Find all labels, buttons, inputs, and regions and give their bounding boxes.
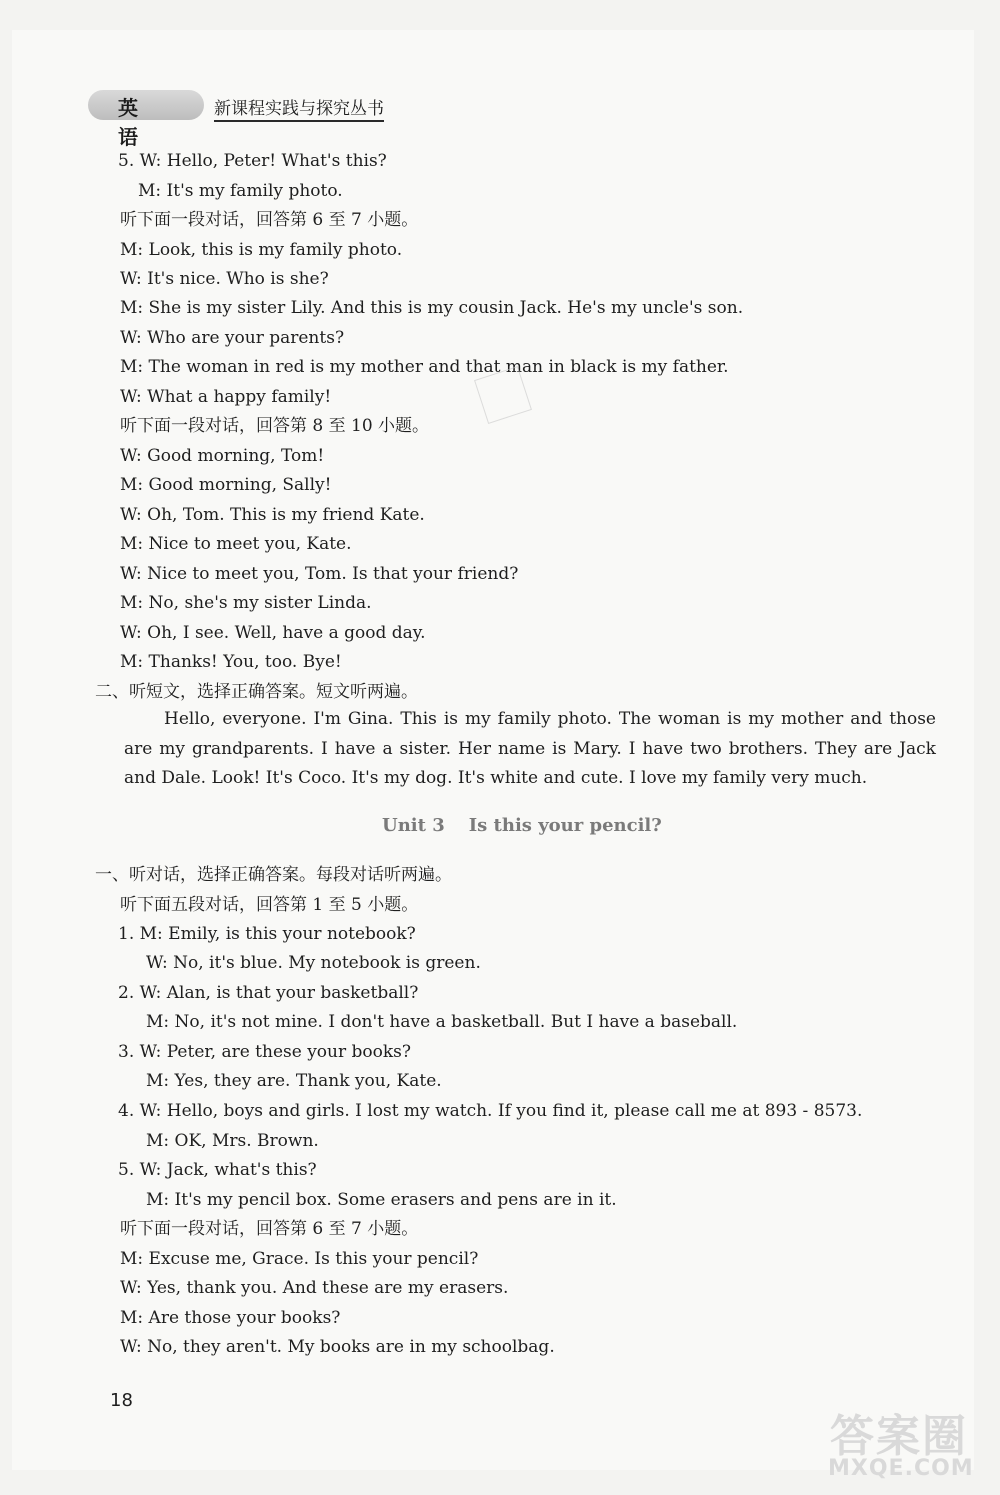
series-title: 新课程实践与探究丛书 [214,94,384,122]
dialogue-line: M: No, she's my sister Linda. [120,593,372,613]
dialogue-line: W: No, it's blue. My notebook is green. [146,953,481,973]
dialogue-line: M: It's my pencil box. Some erasers and pens are in it. [146,1190,617,1210]
dialogue-line: 5. W: Jack, what's this? [118,1160,317,1180]
dialogue-line: W: What a happy family! [120,387,332,407]
dialogue-line: W: Oh, I see. Well, have a good day. [120,623,426,643]
section-heading: 二、听短文，选择正确答案。短文听两遍。 [95,682,418,702]
dialogue-line: 2. W: Alan, is that your basketball? [118,983,419,1003]
instruction-line: 听下面一段对话，回答第 6 至 7 小题。 [120,1219,419,1239]
dialogue-line: W: Oh, Tom. This is my friend Kate. [120,505,425,525]
dialogue-line: M: Are those your books? [120,1308,341,1328]
watermark-text: 答案圈 [830,1411,968,1462]
dialogue-line: W: It's nice. Who is she? [120,269,329,289]
dialogue-line: M: No, it's not mine. I don't have a basketball. But I have a baseball. [146,1012,738,1032]
dialogue-line: M: Nice to meet you, Kate. [120,534,352,554]
dialogue-line: W: No, they aren't. My books are in my schoolbag. [120,1337,555,1357]
dialogue-line: 1. M: Emily, is this your notebook? [118,924,416,944]
dialogue-line: 5. W: Hello, Peter! What's this? [118,151,387,171]
dialogue-line: M: Yes, they are. Thank you, Kate. [146,1071,442,1091]
dialogue-line: W: Who are your parents? [120,328,345,348]
unit-name: Is this your pencil? [468,815,662,836]
subject-pill [88,90,204,120]
dialogue-line: M: Thanks! You, too. Bye! [120,652,342,672]
dialogue-line: M: Excuse me, Grace. Is this your pencil? [120,1249,479,1269]
instruction-line: 听下面五段对话，回答第 1 至 5 小题。 [120,895,419,915]
dialogue-line: M: It's my family photo. [138,181,343,201]
instruction-line: 听下面一段对话，回答第 8 至 10 小题。 [120,416,430,436]
watermark-url: MXQE.COM [828,1456,974,1481]
section-heading: 一、听对话，选择正确答案。每段对话听两遍。 [95,865,452,885]
dialogue-line: 4. W: Hello, boys and girls. I lost my watch. If you find it, please call me at 893 - 8573. [118,1101,863,1121]
unit-number: Unit 3 [382,815,445,836]
watermark-logo [820,1400,995,1490]
dialogue-line: W: Good morning, Tom! [120,446,325,466]
dialogue-line: W: Nice to meet you, Tom. Is that your friend? [120,564,519,584]
dialogue-line: 3. W: Peter, are these your books? [118,1042,412,1062]
instruction-line: 听下面一段对话，回答第 6 至 7 小题。 [120,210,419,230]
dialogue-line: M: She is my sister Lily. And this is my cousin Jack. He's my uncle's son. [120,298,744,318]
dialogue-line: M: OK, Mrs. Brown. [146,1131,319,1151]
unit-title [382,815,662,836]
listening-passage: Hello, everyone. I'm Gina. This is my family photo. The woman is my mother and those are my grandparents. I have a sister. Her name is Mary. I have two brothers. They are Jack and Dale. Look! It's Coco. It's my dog. It's white and cute. I love my family very much. [124,709,936,788]
dialogue-line: M: Good morning, Sally! [120,475,332,495]
subject-label: 英语 [118,96,144,149]
dialogue-line: W: Yes, thank you. And these are my erasers. [120,1278,509,1298]
dialogue-line: M: The woman in red is my mother and that man in black is my father. [120,357,729,377]
dialogue-line: M: Look, this is my family photo. [120,240,403,260]
page-number: 18 [110,1390,133,1411]
